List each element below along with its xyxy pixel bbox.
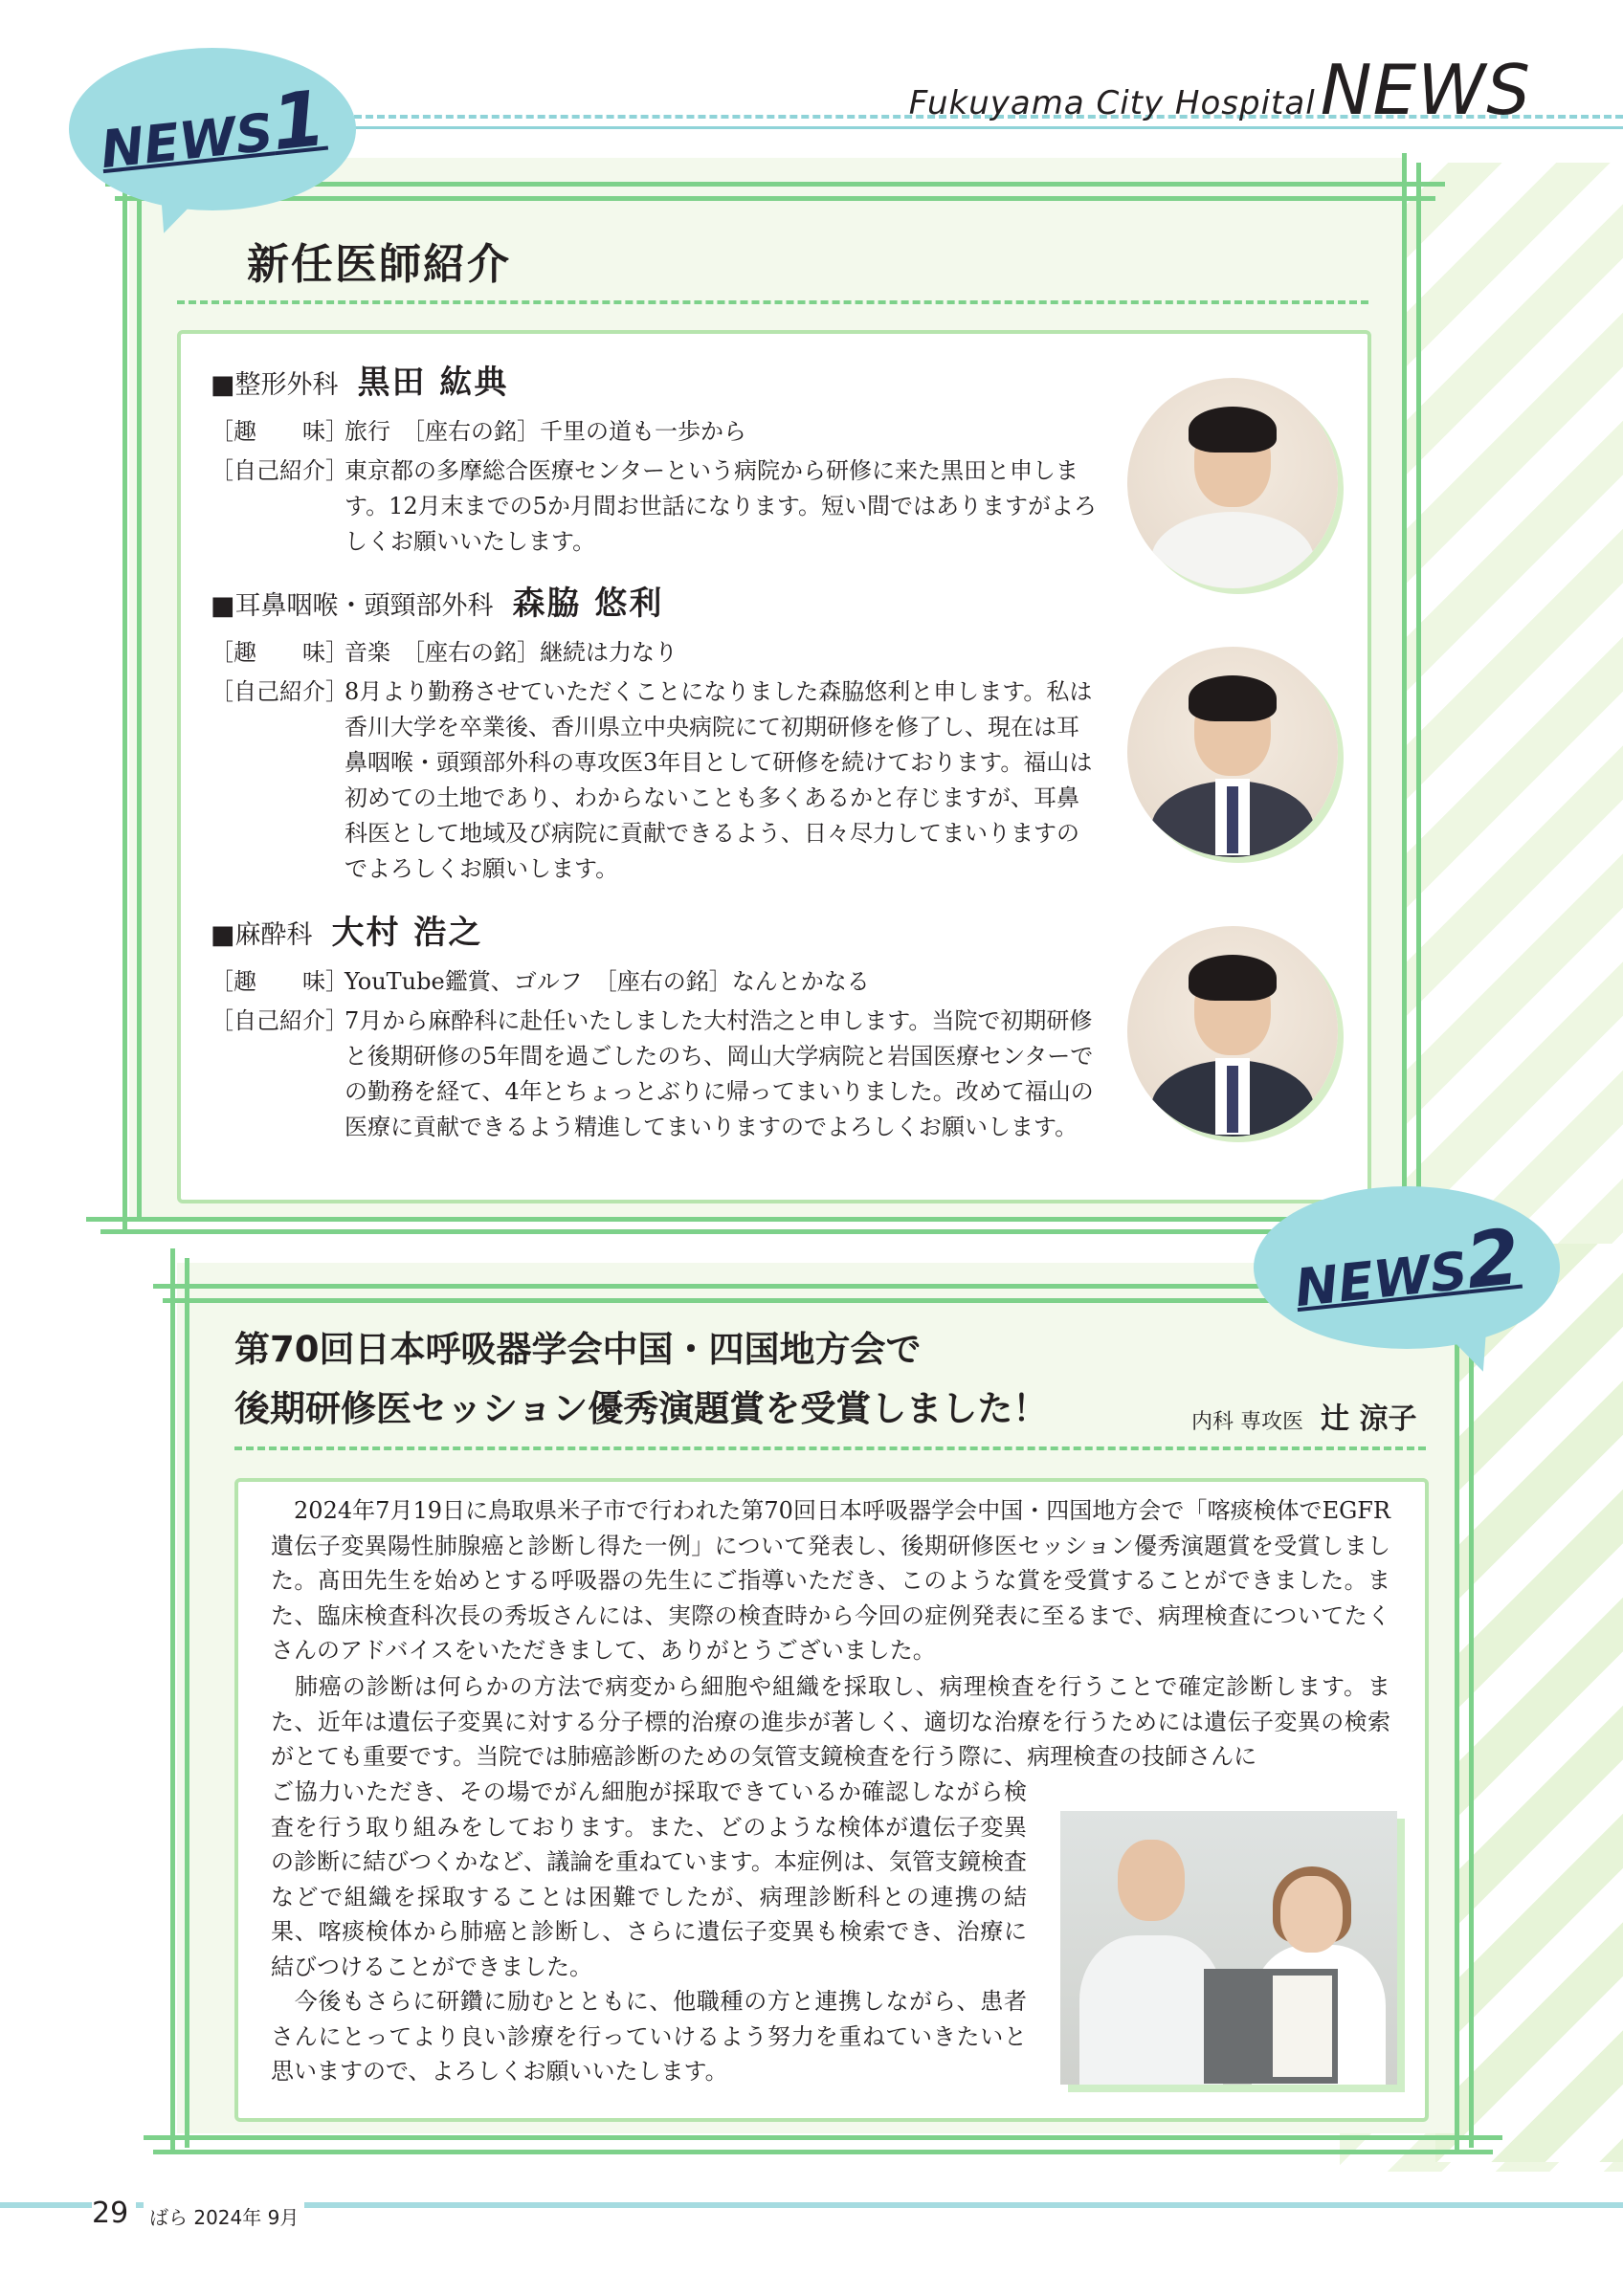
hobby-label: ［趣 味］: [211, 639, 348, 666]
doctor-hobby: 音楽 ［座右の銘］継続は力なり: [345, 639, 678, 666]
award-photo: [1060, 1811, 1397, 2085]
author-name: 辻 涼子: [1321, 1402, 1417, 1436]
doctor-photo: [1127, 926, 1338, 1137]
news2-title-line2: 後期研修医セッション優秀演題賞を受賞しました！: [234, 1388, 1049, 1429]
news1-badge-word: NEWS: [98, 101, 277, 180]
news1-title: 新任医師紹介: [247, 240, 511, 289]
author-role: 内科 専攻医: [1191, 1410, 1303, 1434]
news1-title-rule: [177, 300, 1368, 304]
news1-badge: [69, 48, 356, 210]
news2-author: [1191, 1395, 1416, 1437]
doctor-intro: 7月から麻酔科に赴任いたしました大村浩之と申します。当院で初期研修と後期研修の5年間を過ごしたのち、岡山大学病院と岩国医療センターでの勤務を経て、4年とちょっとぶりに帰ってまいりました。改めて福山の医療に貢献できるよう精進してまいりますのでよろしくお願いします。: [345, 1007, 1094, 1140]
news2-paragraph: 肺癌の診断は何らかの方法で病変から細胞や組織を採取し、病理検査を行うことで確定診断します。また、近年は遺伝子変異に対する分子標的治療の進歩が著しく、適切な治療を行うためには遺伝子変異の検索がとても重要です。当院では肺癌診断のための気管支鏡検査を行う際に、病理検査の技師さんに: [271, 1673, 1390, 1770]
doctor-entry: [211, 577, 1101, 887]
frame-line: [170, 1248, 175, 2152]
header-brand-small: Fukuyama City Hospital: [908, 84, 1316, 122]
frame-line: [1469, 1282, 1474, 2148]
news2-title: [234, 1320, 1048, 1439]
frame-line: [1402, 153, 1407, 1220]
background-stripes-lower: [1435, 1244, 1623, 2162]
frame-line: [185, 1258, 189, 2148]
header-brand: [909, 50, 1531, 130]
news2-paragraph: 2024年7月19日に鳥取県米子市で行われた第70回日本呼吸器学会中国・四国地方会で「喀痰検体でEGFR遺伝子変異陽性肺腺癌と診断し得た一例」について発表し、後期研修医セッション優秀演題賞を受賞しました。髙田先生を始めとする呼吸器の先生にご指導いただき、このような賞を受賞することができました。また、臨床検査科次長の秀坂さんには、実際の検査時から今回の症例発表に至るまで、病理検査についてたくさんのアドバイスをいただきまして、ありがとうございました。: [271, 1497, 1390, 1664]
doctor-photo: [1127, 378, 1338, 588]
hobby-label: ［趣 味］: [211, 418, 348, 445]
frame-line: [144, 2135, 1502, 2140]
intro-label: ［自己紹介］: [211, 1007, 348, 1034]
doctor-photo: [1127, 647, 1338, 857]
doctor-entry: [211, 356, 1101, 560]
news2-badge-number: 2: [1461, 1211, 1524, 1306]
doctor-name: 大村 浩之: [331, 914, 483, 952]
frame-line: [86, 1217, 1445, 1222]
doctor-hobby: 旅行 ［座右の銘］千里の道も一歩から: [345, 418, 746, 445]
news1-badge-number: 1: [267, 73, 330, 167]
frame-line: [1455, 1272, 1459, 2152]
magazine-issue: ばら 2024年 9月: [144, 2202, 304, 2230]
header-brand-big: NEWS: [1320, 50, 1531, 130]
doctor-intro: 8月より勤務させていただくことになりました森脇悠利と申します。私は香川大学を卒業後、香川県立中央病院にて初期研修を修了し、現在は耳鼻咽喉・頭頸部外科の専攻医3年目として研修を続けております。福山は初めての土地であり、わからないことも多くあるかと存じますが、耳鼻科医として地域及び病院に貢献できるよう、日々尽力してまいりますのでよろしくお願いします。: [345, 678, 1093, 882]
doctor-hobby: YouTube鑑賞、ゴルフ ［座右の銘］なんとかなる: [345, 968, 870, 995]
intro-label: ［自己紹介］: [211, 678, 348, 705]
news2-title-line1: 第70回日本呼吸器学会中国・四国地方会で: [234, 1329, 922, 1370]
frame-line: [1416, 163, 1421, 1215]
doctor-dept: ■耳鼻咽喉・頭頸部外科: [211, 591, 494, 621]
frame-line: [115, 196, 1435, 201]
doctor-dept: ■麻酔科: [211, 920, 313, 950]
hobby-label: ［趣 味］: [211, 968, 348, 995]
frame-line: [137, 153, 142, 1220]
doctor-name: 黒田 紘典: [357, 364, 509, 402]
frame-line: [100, 1229, 1431, 1234]
frame-line: [153, 1284, 1321, 1289]
news2-title-rule: [234, 1446, 1426, 1450]
doctor-dept: ■整形外科: [211, 370, 339, 400]
doctor-intro: 東京都の多摩総合医療センターという病院から研修に来た黒田と申します。12月末までの5か月間お世話になります。短い間ではありますがよろしくお願いいたします。: [345, 457, 1097, 555]
frame-line: [153, 2150, 1493, 2154]
frame-line: [122, 144, 127, 1229]
news2-paragraph: ご協力いただき、その場でがん細胞が採取できているか確認しながら検査を行う取り組みをしております。また、どのような検体が遺伝子変異の診断に結びつくかなど、議論を重ねています。本症例は、気管支鏡検査などで組織を採取することは困難でしたが、病理診断科との連携の結果、喀痰検体から肺癌と診断し、さらに遺伝子変異も検索でき、治療に結びつけることができました。: [271, 1778, 1027, 1980]
frame-line: [163, 1298, 1311, 1303]
news2-badge-word: NEWS: [1292, 1240, 1471, 1318]
page-number: 29: [92, 2197, 136, 2230]
intro-label: ［自己紹介］: [211, 457, 348, 484]
news2-paragraph: 今後もさらに研鑽に励むとともに、他職種の方と連携しながら、患者さんにとってより良い診療を行っていけるよう努力を重ねていきたいと思いますので、よろしくお願いいたします。: [271, 1988, 1027, 2085]
doctor-name: 森脇 悠利: [512, 585, 664, 623]
doctor-entry: [211, 906, 1101, 1145]
news2-badge: [1254, 1186, 1560, 1349]
